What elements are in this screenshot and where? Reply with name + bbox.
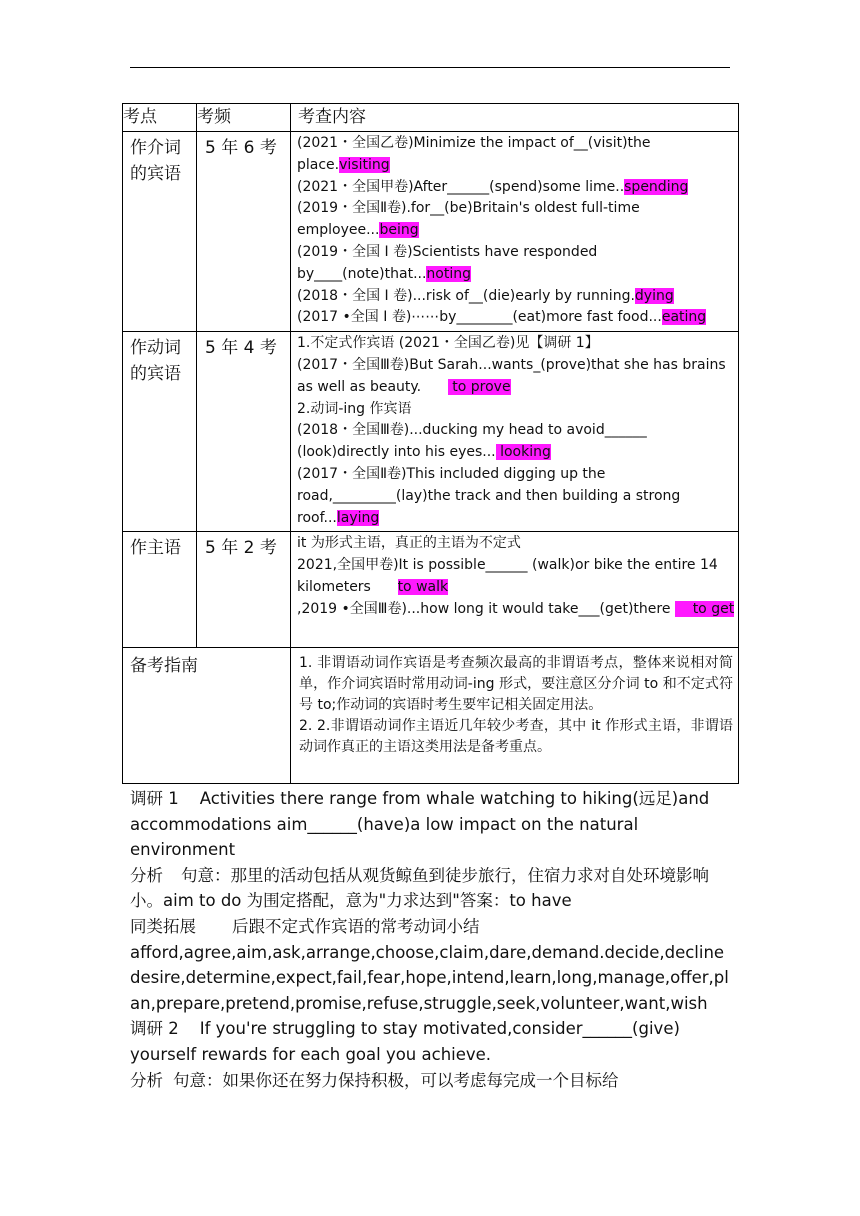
example-item: [297, 286, 735, 308]
answer-highlight: spending: [624, 178, 689, 195]
verb-list: afford,agree,aim,ask,arrange,choose,claim,dare,demand.decide,decline desire,determine,expect,fail,fear,hope,intend,learn,long,manage,offer,plan,prepare,pretend,promise,refuse,struggle,seek,volunteer,want,wish: [130, 942, 729, 1013]
example-item: [297, 420, 735, 464]
example-item: [297, 464, 735, 529]
example-text: 2021,全国甲卷)It is possible______ (walk)or bike the entire 14 kilometers: [297, 557, 723, 595]
answer-highlight: eating: [661, 309, 707, 326]
guide-content: [291, 648, 739, 784]
header-content: 考查内容: [291, 104, 739, 132]
answer-highlight: noting: [426, 265, 471, 282]
row-content: [291, 132, 739, 332]
summary-table: [122, 103, 739, 784]
answer-highlight: looking: [495, 444, 551, 461]
example-item: [297, 399, 735, 421]
analysis-label: 分析: [130, 1070, 163, 1090]
research-2: 调研 2 If you're struggling to stay motivated,consider______(give) yourself rewards for each goal you achieve.: [130, 1019, 686, 1064]
analysis-1: [130, 863, 736, 914]
example-item: [297, 133, 735, 177]
answer-highlight: visiting: [339, 156, 390, 173]
row-topic: 作动词的宾语: [123, 332, 197, 532]
example-item: [297, 555, 735, 599]
answer-highlight: to prove: [447, 378, 511, 395]
answer-highlight: to walk: [397, 578, 449, 595]
body-text: [130, 786, 736, 1093]
answer-highlight: being: [379, 222, 419, 239]
table-row: [123, 132, 739, 332]
analysis-text: 句意：那里的活动包括从观货鲸鱼到徒步旅行，住宿力求对自处环境影响小。aim to do 为围定搭配，意为"力求达到"答案：to have: [130, 865, 709, 911]
header-frequency: 考频: [197, 104, 291, 132]
row-frequency: 5 年 4 考: [197, 332, 291, 532]
header-rule: [130, 67, 730, 68]
example-item: [297, 333, 735, 355]
row-topic: 作主语: [123, 532, 197, 648]
answer-highlight: to get: [674, 600, 735, 617]
extension-title: 后跟不定式作宾语的常考动词小结: [232, 916, 480, 936]
example-text: (2021・全国甲卷)After______(spend)some lime..: [297, 178, 625, 195]
analysis-label: 分析: [130, 865, 163, 885]
example-text: (2019・全国 I 卷)Scientists have responded by____(note)that...: [297, 243, 598, 282]
row-content: [291, 532, 739, 648]
example-item: [297, 599, 735, 621]
example-item: [297, 355, 735, 399]
guide-item: 1. 非谓语动词作宾语是考查频次最高的非谓语考点，整体来说相对简单，作介词宾语时常用动词-ing 形式，要注意区分介词 to 和不定式符号 to;作动词的宾语时考生要牢记相关固定用法。: [299, 655, 733, 714]
research-1: 调研 1 Activities there range from whale watching to hiking(远足)and accommodations aim______(have)a low impact on the natural environment: [130, 789, 715, 860]
analysis-text: 句意：如果你还在努力保持积极，可以考虑每完成一个目标给: [173, 1070, 619, 1090]
row-frequency: 5 年 6 考: [197, 132, 291, 332]
table-header-row: [123, 104, 739, 132]
example-text: (2018・全国 I 卷)...risk of__(die)early by running.: [297, 287, 635, 304]
example-item: [297, 177, 735, 199]
row-content: [291, 332, 739, 532]
example-text: (2017・全国Ⅲ卷)But Sarah...wants_(prove)that she has brains as well as beauty.: [297, 356, 731, 395]
example-text: 2.动词-ing 作宾语: [297, 400, 412, 417]
example-text: (2021・全国乙卷)Minimize the impact of__(visit)the place.: [297, 135, 651, 173]
table-row: [123, 648, 739, 784]
example-text: (2018・全国Ⅲ卷)...ducking my head to avoid______ (look)directly into his eyes...: [297, 422, 647, 461]
example-text: it 为形式主语，真正的主语为不定式: [297, 535, 521, 552]
answer-highlight: dying: [634, 287, 674, 304]
extension-label: 同类拓展: [130, 916, 196, 936]
example-text: (2017 •全国 I 卷)⋯⋯by________(eat)more fast food...: [297, 309, 662, 326]
answer-highlight: laying: [336, 509, 380, 526]
extension: [130, 914, 736, 940]
row-topic: 作介词的宾语: [123, 132, 197, 332]
table-row: [123, 532, 739, 648]
example-item: [297, 198, 735, 242]
analysis-2: [130, 1068, 736, 1094]
example-text: (2019・全国Ⅱ卷).for__(be)Britain's oldest full-time employee...: [297, 200, 640, 239]
header-topic: 考点: [123, 104, 197, 132]
example-text: ,2019 •全国Ⅲ卷)...how long it would take___(get)there: [297, 600, 675, 617]
row-frequency: 5 年 2 考: [197, 532, 291, 648]
example-item: [297, 307, 735, 329]
example-text: (2017・全国Ⅱ卷)This included digging up the road,_________(lay)the track and then building a strong roof...: [297, 465, 681, 526]
guide-label: 备考指南: [123, 648, 291, 784]
example-item: [297, 242, 735, 286]
table-row: [123, 332, 739, 532]
guide-item: 2. 2.非谓语动词作主语近几年较少考查，其中 it 作形式主语，非谓语动词作真正的主语这类用法是备考重点。: [299, 718, 733, 756]
example-text: 1.不定式作宾语 (2021・全国乙卷)见【调研 1】: [297, 335, 599, 352]
example-item: [297, 533, 735, 555]
